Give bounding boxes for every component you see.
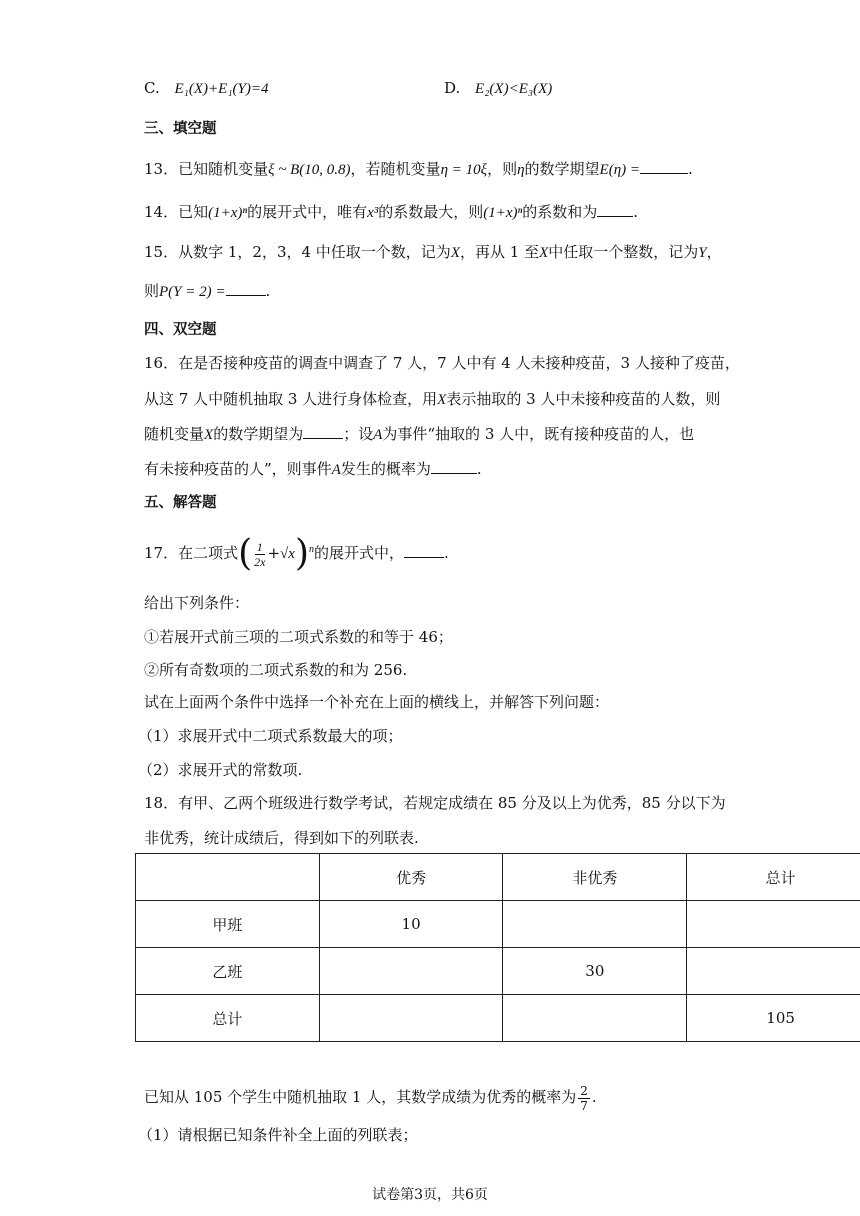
q17-instruction: 试在上面两个条件中选择一个补充在上面的横线上，并解答下列问题： [144,693,610,711]
q16-text: 随机变量 [144,425,205,443]
q13-expr-eta: η = 10ξ [440,162,488,178]
answer-blank[interactable] [404,543,444,558]
q17-exponent: n [308,544,314,555]
q16-text: ；设 [343,425,374,443]
q14-text: 的系数最大，则 [378,203,484,221]
table-header-cell: 非优秀 [503,854,687,901]
q15-text: 15．从数字 1，2，3，4 中任取一个数，记为 [144,243,451,261]
table-header-cell: 总计 [687,854,860,901]
q17-text: 17．在二项式 [144,544,239,562]
table-row [136,901,860,948]
q16-period: . [476,460,482,478]
q16-var-a: A [373,427,383,443]
question-16-line-2 [144,389,720,410]
table-cell [319,948,503,995]
q15-expr-probability: P(Y = 2) = [159,284,226,300]
q15-text: ， [706,243,722,261]
question-15-line-2 [144,281,270,302]
q13-text: 的数学期望 [524,160,600,178]
q16-var-x: X [437,392,447,408]
q14-text: 14．已知 [144,203,209,221]
question-18-line-1: 18．有甲、乙两个班级进行数学考试，若规定成绩在 85 分及以上为优秀，85 分以下为 [144,794,726,812]
table-row [136,995,860,1042]
q15-var-y: Y [698,245,707,261]
option-c-expr: E₁(X)+E₁(Y)=4 [174,81,269,97]
q18-text: 已知从 105 个学生中随机抽取 1 人，其数学成绩为优秀的概率为 [144,1088,577,1106]
answer-blank[interactable] [303,424,343,439]
option-d-expr: E₂(X)<E₃(X) [475,81,553,97]
q16-text: 发生的概率为 [340,460,431,478]
q14-expr-x-cubed: x³ [367,205,379,221]
question-13 [144,159,693,180]
q17-subquestion-2: （2）求展开式的常数项. [138,761,303,779]
answer-blank[interactable] [431,459,477,474]
q14-text: 的展开式中，唯有 [247,203,368,221]
q16-text: 有未接种疫苗的人”，则事件 [144,460,332,478]
q14-expr-binomial: (1+x)ⁿ [208,205,248,221]
option-d [444,78,552,99]
q13-period: . [688,160,693,178]
q15-text: ，再从 1 至 [459,243,540,261]
q13-text: ，则 [487,160,518,178]
table-header-cell [136,854,320,901]
left-paren: ( [238,533,253,574]
question-18-line-2: 非优秀，统计成绩后，得到如下的列联表. [144,829,419,847]
question-16-line-3 [144,424,694,445]
option-c [144,78,268,99]
table-cell: 105 [687,995,860,1042]
q16-var-x: X [204,427,214,443]
answer-blank[interactable] [226,281,266,296]
fraction-numerator: 2 [580,1083,588,1098]
q18-fraction [578,1084,590,1113]
q13-text: ，若随机变量 [350,160,441,178]
table-cell: 总计 [136,995,320,1042]
question-16-line-1: 16．在是否接种疫苗的调查中调查了 7 人，7 人中有 4 人未接种疫苗，3 人接种了疫苗， [144,354,740,372]
table-cell [687,901,860,948]
section-fill-in: 三、填空题 [144,121,217,137]
q15-text: 则 [144,282,160,300]
q17-condition-1: ①若展开式前三项的二项式系数的和等于 46； [144,628,453,646]
q13-text: 13．已知随机变量 [144,160,269,178]
table-cell: 10 [319,901,503,948]
q15-var-x: X [450,245,460,261]
plus-sign: + [267,544,281,562]
q17-condition-2: ②所有奇数项的二项式系数的和为 256. [144,661,408,679]
question-17 [144,532,449,572]
question-16-line-4 [144,459,482,480]
q13-expr-expectation: E(η) = [599,162,641,178]
table-header-cell: 优秀 [319,854,503,901]
question-14 [144,202,638,223]
q15-period: . [265,282,271,300]
option-c-label: C. [144,79,160,97]
page-footer: 试卷第3页，共6页 [372,1187,488,1203]
q17-given: 给出下列条件： [144,594,250,612]
q14-text: 的系数和为 [522,203,598,221]
q15-text: 中任取一个整数，记为 [548,243,699,261]
q18-probability-statement [144,1082,597,1113]
q17-period: . [444,544,449,562]
table-cell [319,995,503,1042]
table-cell [687,948,860,995]
q17-sqrt: √x [280,546,295,562]
q16-text: 表示抽取的 3 人中未接种疫苗的人数，则 [446,390,721,408]
fraction-denominator: 7 [580,1098,588,1113]
q16-text: 为事件“抽取的 3 人中，既有接种疫苗的人，也 [382,425,695,443]
fraction-denominator: 2x [254,554,266,569]
contingency-table [135,853,860,1042]
option-d-label: D. [444,79,461,97]
table-cell: 30 [503,948,687,995]
q15-var-x: X [539,245,549,261]
q18-period: . [591,1088,597,1106]
answer-blank[interactable] [640,159,688,174]
q13-expr-distribution: ξ ~ B(10, 0.8) [268,162,351,178]
table-cell: 乙班 [136,948,320,995]
q16-var-a: A [331,462,341,478]
q17-fraction [254,540,265,569]
fraction-numerator: 1 [256,539,263,554]
q16-text: 从这 7 人中随机抽取 3 人进行身体检查，用 [144,390,438,408]
q17-subquestion-1: （1）求展开式中二项式系数最大的项； [138,727,403,745]
table-header-row [136,854,860,901]
q17-text: 的展开式中， [313,544,404,562]
q14-expr-binomial: (1+x)ⁿ [483,205,523,221]
q14-period: . [633,203,639,221]
table-cell [503,995,687,1042]
table-cell: 甲班 [136,901,320,948]
section-double-blank: 四、双空题 [144,322,217,338]
table-cell [503,901,687,948]
table-row [136,948,860,995]
q16-text: 的数学期望为 [213,425,304,443]
section-answer: 五、解答题 [144,495,217,511]
q18-subquestion-1: （1）请根据已知条件补全上面的列联表； [138,1126,418,1144]
answer-blank[interactable] [597,202,633,217]
question-15-line-1 [144,242,722,263]
right-paren: ) [294,533,309,574]
q13-expr-eta-symbol: η [517,162,525,178]
